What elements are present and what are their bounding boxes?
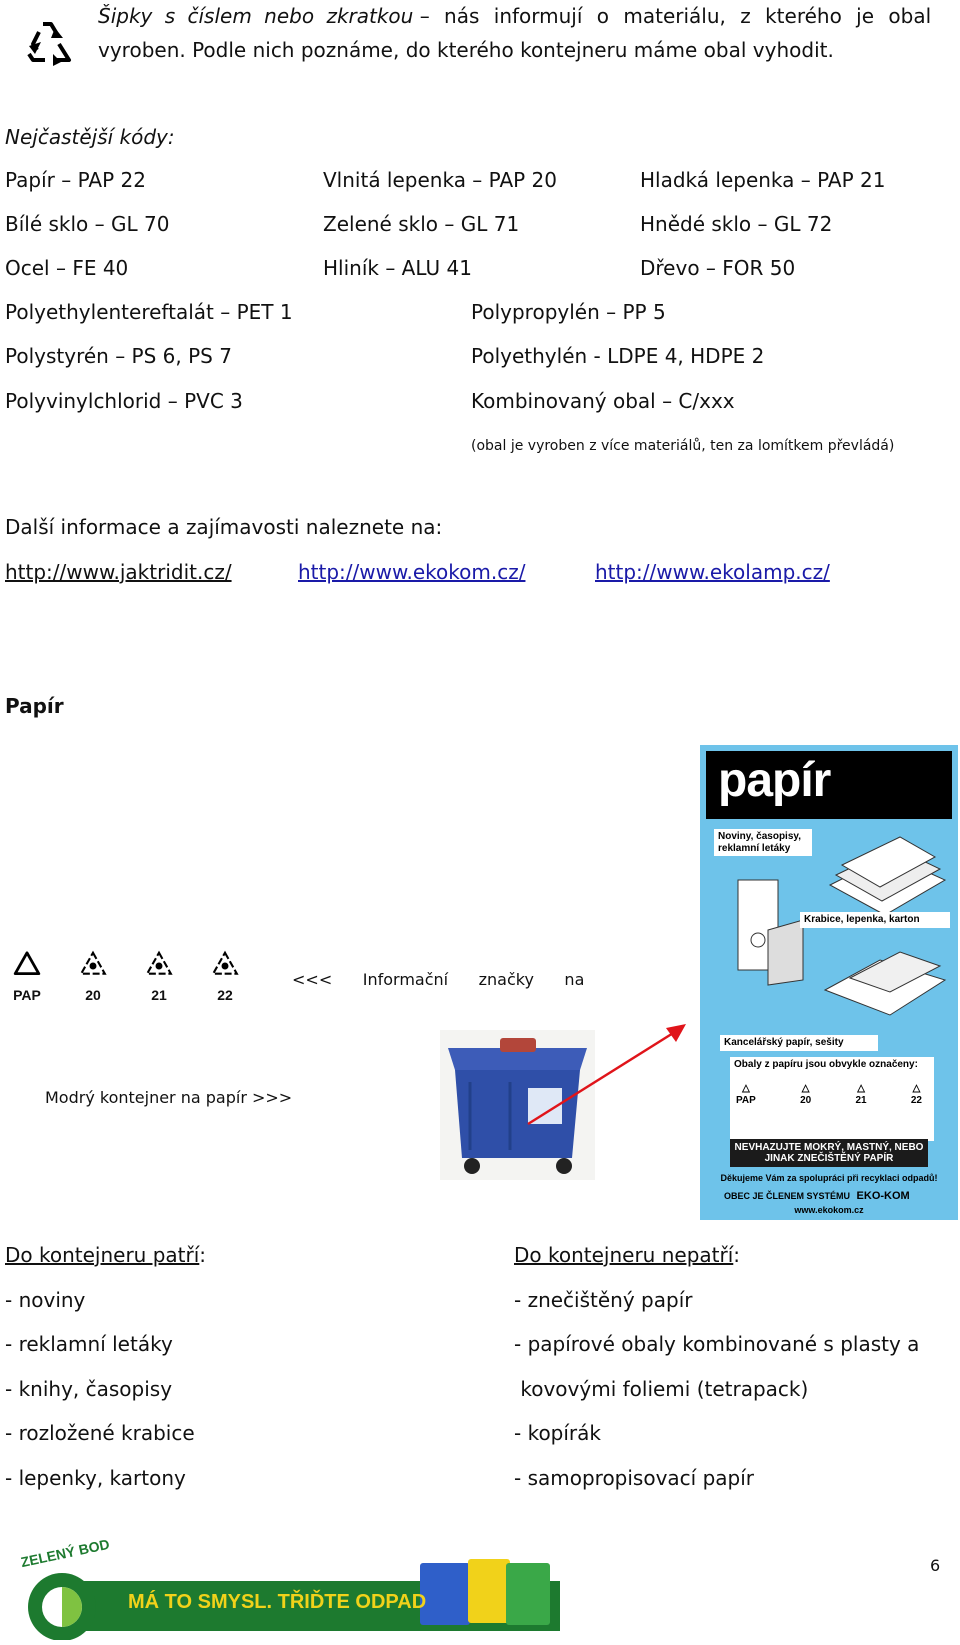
not-belongs-heading: Do kontejneru nepatří:: [514, 1243, 741, 1267]
recycle-triangle-icon: [141, 950, 177, 982]
code-aluminium: Hliník – ALU 41: [323, 256, 472, 280]
paper-recycling-poster: [700, 745, 958, 1220]
belongs-item: - noviny: [5, 1288, 86, 1312]
poster-box-office: Kancelářský papír, sešity: [720, 1035, 878, 1051]
poster-warning: NEVHAZUJTE MOKRÝ, MASTNÝ, NEBO JINAK ZNEČIŠTĚNÝ PAPÍR: [730, 1139, 928, 1167]
code-pet: Polyethylentereftalát – PET 1: [5, 300, 293, 324]
code-ps: Polystyrén – PS 6, PS 7: [5, 344, 232, 368]
green-dot-banner: [0, 1535, 560, 1640]
poster-web: www.ekokom.cz: [794, 1205, 864, 1215]
link-jaktridit[interactable]: http://www.jaktridit.cz/: [5, 560, 232, 584]
recycling-symbol-icon: [25, 18, 77, 66]
not-belongs-item: - znečištěný papír: [514, 1288, 693, 1312]
marks-caption: <<< Informační značky na: [292, 970, 585, 989]
combined-note: (obal je vyroben z více materiálů, ten za lomítkem převládá): [471, 438, 895, 454]
not-belongs-item: - papírové obaly kombinované s plasty a: [514, 1332, 920, 1356]
code-smooth-cardboard: Hladká lepenka – PAP 21: [640, 168, 886, 192]
poster-code: △ 20: [800, 1083, 812, 1106]
paper-code-label: 22: [217, 987, 233, 1003]
belongs-item: - rozložené krabice: [5, 1421, 195, 1445]
poster-member: OBEC JE ČLENEM SYSTÉMU EKO-KOM: [724, 1190, 910, 1202]
paper-code-21: [137, 950, 181, 1003]
recycle-triangle-icon: [207, 950, 243, 982]
poster-codes-note: Obaly z papíru jsou obvykle označeny:: [734, 1059, 918, 1070]
paper-sheets-icon: [820, 940, 950, 1020]
poster-box-boxes: Krabice, lepenka, karton: [800, 912, 950, 928]
ekokom-logo: EKO-KOM: [856, 1190, 910, 1202]
banner-brand: ZELENÝ BOD: [19, 1535, 111, 1571]
not-belongs-item: kovovými foliemi (tetrapack): [514, 1377, 809, 1401]
intro-rest: – nás informují o materiálu, z kterého je obal: [419, 4, 932, 28]
poster-codes-row: [736, 1083, 922, 1106]
poster-box-newspapers: Noviny, časopisy, reklamní letáky: [714, 829, 812, 856]
poster-thanks: Děkujeme Vám za spolupráci při recyklaci odpadů!: [720, 1173, 938, 1183]
poster-code: △ PAP: [736, 1083, 756, 1106]
paper-code-20: [71, 950, 115, 1003]
paper-code-label: 20: [85, 987, 101, 1003]
paper-section-title: Papír: [5, 694, 64, 718]
paper-code-label: PAP: [13, 987, 41, 1003]
code-combined: Kombinovaný obal – C/xxx: [471, 389, 735, 413]
page-number: 6: [930, 1556, 941, 1575]
more-info-text: Další informace a zajímavosti naleznete na:: [5, 515, 443, 539]
codes-heading: Nejčastější kódy:: [5, 125, 175, 149]
link-ekolamp[interactable]: http://www.ekolamp.cz/: [595, 560, 830, 584]
intro-line-2: vyroben. Podle nich poznáme, do kterého kontejneru máme obal vyhodit.: [98, 38, 834, 62]
code-steel: Ocel – FE 40: [5, 256, 129, 280]
code-white-glass: Bílé sklo – GL 70: [5, 212, 170, 236]
belongs-item: - knihy, časopisy: [5, 1377, 173, 1401]
code-brown-glass: Hnědé sklo – GL 72: [640, 212, 833, 236]
binder-icon: [718, 870, 808, 990]
belongs-heading: Do kontejneru patří:: [5, 1243, 207, 1267]
recycle-outline-icon: [9, 950, 45, 982]
banner-slogan: MÁ TO SMYSL. TŘIĎTE ODPAD: [128, 1591, 427, 1613]
code-corrugated: Vlnitá lepenka – PAP 20: [323, 168, 557, 192]
code-wood: Dřevo – FOR 50: [640, 256, 796, 280]
paper-code-22: [203, 950, 247, 1003]
poster-codes-panel: [730, 1057, 934, 1141]
not-belongs-item: - samopropisovací papír: [514, 1466, 755, 1490]
link-ekokom[interactable]: http://www.ekokom.cz/: [298, 560, 526, 584]
container-caption: Modrý kontejner na papír >>>: [45, 1088, 293, 1107]
intro-lead: Šipky s číslem nebo zkratkou: [98, 4, 414, 28]
recycle-triangle-icon: [75, 950, 111, 982]
newspaper-stack-icon: [820, 825, 950, 925]
code-pvc: Polyvinylchlorid – PVC 3: [5, 389, 243, 413]
arrow-icon: [520, 1020, 690, 1130]
code-green-glass: Zelené sklo – GL 71: [323, 212, 520, 236]
poster-code: △ 21: [855, 1083, 867, 1106]
paper-code-label: 21: [151, 987, 167, 1003]
code-pe: Polyethylén - LDPE 4, HDPE 2: [471, 344, 765, 368]
code-paper: Papír – PAP 22: [5, 168, 146, 192]
poster-title: papír: [718, 754, 831, 807]
code-pp: Polypropylén – PP 5: [471, 300, 666, 324]
intro-line-1: [98, 4, 931, 28]
not-belongs-item: - kopírák: [514, 1421, 601, 1445]
belongs-item: - lepenky, kartony: [5, 1466, 186, 1490]
paper-code-pap: [5, 950, 49, 1003]
belongs-item: - reklamní letáky: [5, 1332, 173, 1356]
poster-code: △ 22: [910, 1083, 922, 1106]
